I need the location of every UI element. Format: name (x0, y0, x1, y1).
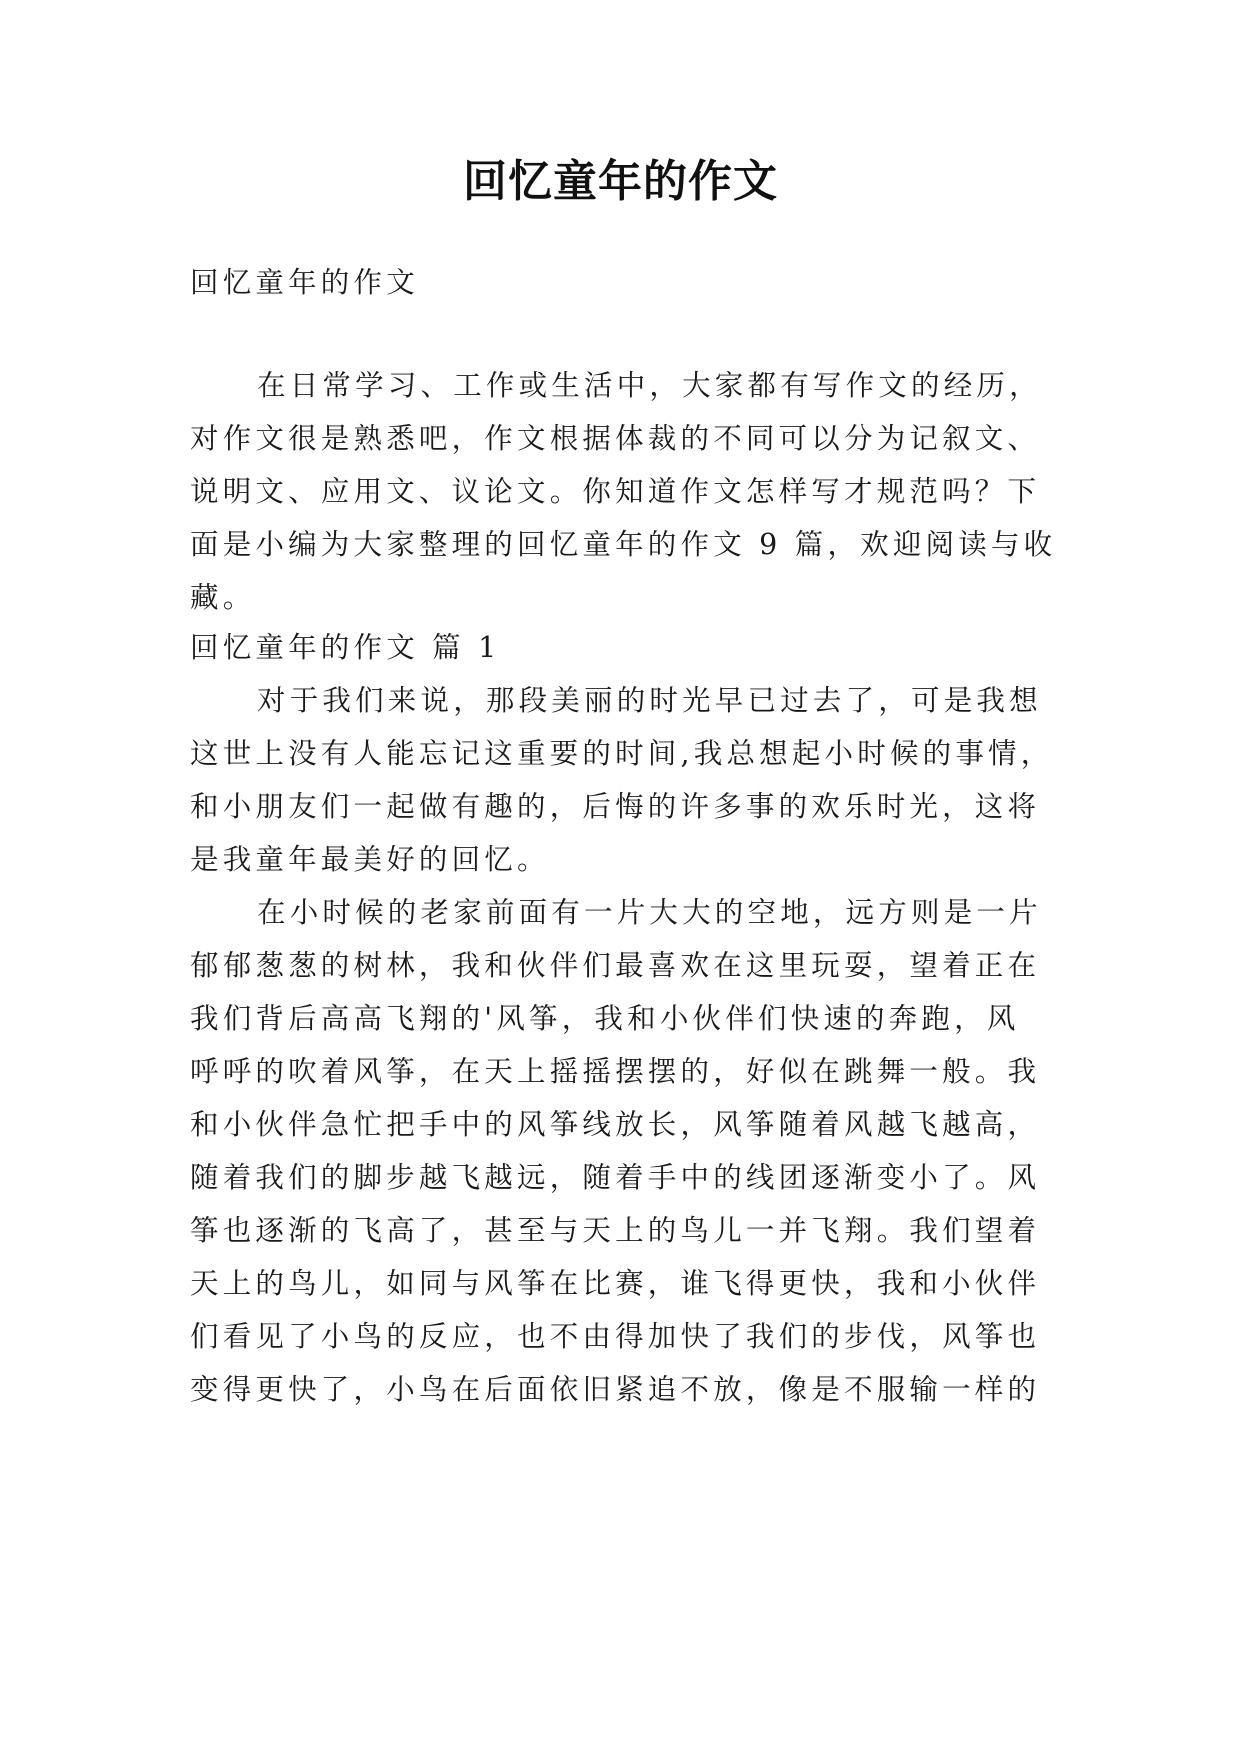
intro-line: 在日常学习、工作或生活中，大家都有写作文的经历， (257, 369, 1042, 402)
section-heading: 回忆童年的作文 篇 1 (190, 631, 501, 664)
paragraph-line: 在小时候的老家前面有一片大大的空地，远方则是一片 (257, 896, 1042, 929)
intro-line: 说明文、应用文、议论文。你知道作文怎样写才规范吗？下 (190, 475, 1041, 508)
document-subtitle: 回忆童年的作文 (190, 266, 419, 299)
paragraph-line: 我们背后高高飞翔的'风筝，我和小伙伴们快速的奔跑，风 (190, 1002, 1020, 1035)
paragraph-line: 筝也逐渐的飞高了，甚至与天上的鸟儿一并飞翔。我们望着 (190, 1214, 1041, 1247)
paragraph-line: 和小伙伴急忙把手中的风筝线放长，风筝随着风越飞越高， (190, 1108, 1041, 1141)
document-title: 回忆童年的作文 (463, 156, 778, 207)
paragraph-line: 随着我们的脚步越飞越远，随着手中的线团逐渐变小了。风 (190, 1161, 1041, 1194)
paragraph-line: 对于我们来说，那段美丽的时光早已过去了，可是我想 (257, 684, 1042, 717)
paragraph-line: 呼呼的吹着风筝，在天上摇摇摆摆的，好似在跳舞一般。我 (190, 1055, 1041, 1088)
paragraph-line: 和小朋友们一起做有趣的，后悔的许多事的欢乐时光，这将 (190, 790, 1041, 823)
paragraph-line: 变得更快了，小鸟在后面依旧紧追不放，像是不服输一样的 (190, 1373, 1041, 1406)
paragraph-line: 们看见了小鸟的反应，也不由得加快了我们的步伐，风筝也 (190, 1320, 1041, 1353)
paragraph-line: 是我童年最美好的回忆。 (190, 843, 550, 876)
paragraph-line: 天上的鸟儿，如同与风筝在比赛，谁飞得更快，我和小伙伴 (190, 1267, 1041, 1300)
intro-line: 面是小编为大家整理的回忆童年的作文 9 篇，欢迎阅读与收 (190, 528, 1057, 561)
intro-line: 对作文很是熟悉吧，作文根据体裁的不同可以分为记叙文、 (190, 422, 1041, 455)
intro-line: 藏。 (190, 581, 256, 614)
paragraph-line: 这世上没有人能忘记这重要的时间,我总想起小时候的事情， (190, 737, 1054, 770)
paragraph-line: 郁郁葱葱的树林，我和伙伴们最喜欢在这里玩耍，望着正在 (190, 949, 1041, 982)
